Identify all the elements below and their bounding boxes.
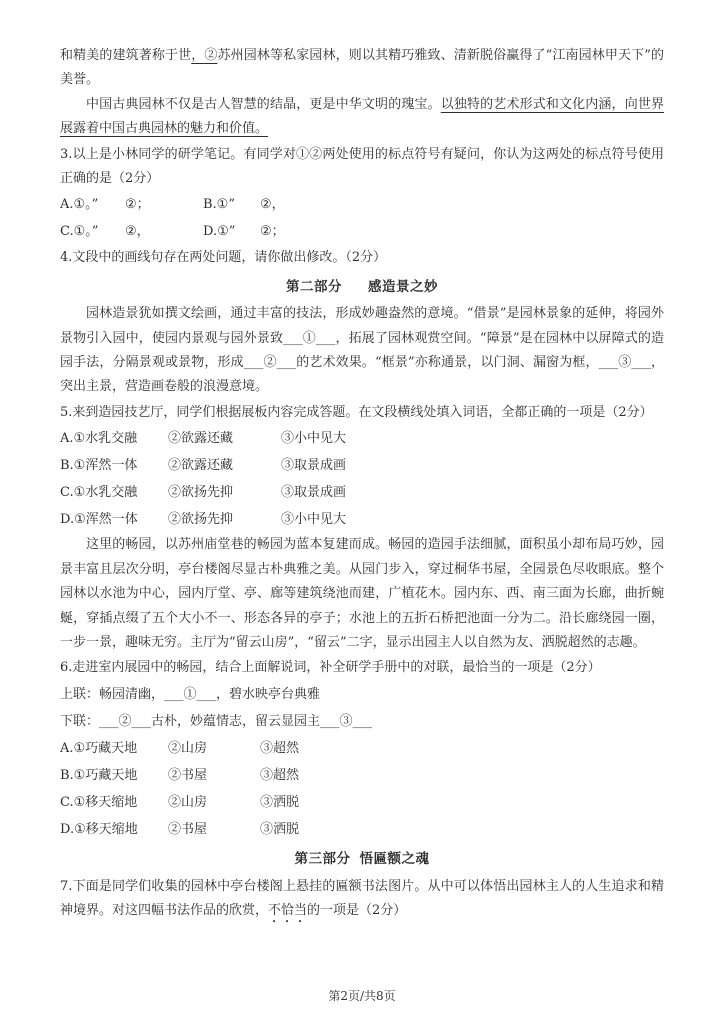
question-6-option-c [60,789,664,816]
question-6-stem: 6.走进室内展园中的畅园，结合上面解说词，补全研学手册中的对联，最恰当的一项是（2分） [60,660,601,676]
page-number-indicator: 第2页/共8页 [328,989,396,1003]
part-3-heading [60,847,664,871]
question-3-options-row-2 [60,218,664,245]
q6-b-blank1: B.①巧藏天地 [60,768,138,784]
question-6-option-b [60,762,664,789]
q6-d-blank2: ②书屋 [168,822,208,838]
page-content [60,44,664,926]
q6-d-blank3: ③洒脱 [260,822,300,838]
q6-c-blank2: ②山房 [168,795,208,811]
question-5-option-d [60,506,664,533]
q6-a-blank2: ②山房 [168,741,208,757]
question-6-option-a [60,735,664,762]
q5-a-blank3: ③小中见大 [281,431,347,447]
changyuan-paragraph: 这里的畅园，以苏州庙堂巷的畅园为蓝本复建而成。畅园的造园手法细腻，面积虽小却布局巧妙，园景丰富且层次分明，亭台楼阁尽显古朴典雅之美。从园门步入，穿过桐华书屋，全园景色尽收眼底。整个园林以水池为中心，园内厅堂、亭、廊等建筑绕池而建，广植花木。园内东、西、南三面为长廊，曲折蜿蜒，穿插点缀了五个大小不一、形态各异的亭子；水池上的五折石桥把池面一分为二。沿长廊绕园一圈，一步一景，趣味无穷。主厅为“留云山房”，“留云”二字，显示出园主人以自然为友、洒脱超然的志趣。 [60,537,664,650]
q6-b-blank2: ②书屋 [168,768,208,784]
q6-c-blank1: C.①移天缩地 [60,795,138,811]
q5-a-blank2: ②欲露还藏 [168,431,234,447]
part-3-label: 第三部分 [294,851,351,868]
question-5-stem: 5.来到造园技艺厅，同学们根据展板内容完成答题。在文段横线处填入词语，全都正确的一项是（2分） [60,404,653,420]
part-2-label: 第二部分 [286,278,342,295]
q3-option-d-part2: ②； [260,224,285,240]
q5-c-blank3: ③取景成画 [281,485,347,501]
q3-option-a-part2: ②； [125,197,150,213]
q7-emphasized-phrase: 不恰当 [268,902,308,918]
notes-p1-pre: 和精美的建筑著称于世 [60,48,192,63]
question-5-option-b [60,452,664,479]
notes-p2-underlined-sentence: 以独特的艺术形式和文化内涵，向世界展露着中国古典园林的魅力和价值。 [60,96,664,137]
question-4-stem: 4.文段中的画线句存在两处问题，请你做出修改。（2分） [60,250,387,266]
q3-option-c-part2: ②， [125,224,150,240]
q6-d-blank1: D.①移天缩地 [60,822,138,838]
q3-option-b: B.①” [203,197,235,213]
question-3-options-row-1 [60,191,664,218]
q3-option-b-part2: ②， [260,197,285,213]
notes-p1-marked-punctuation: ，② [191,48,218,63]
part-2-title: 感造景之妙 [368,278,438,295]
q6-b-blank3: ③超然 [260,768,300,784]
notes-p1-post: 苏州园林等私家园林，则以其精巧雅致、清新脱俗赢得了“江南园林甲天下”的美誉。 [60,48,664,88]
question-3-stem: 3.以上是小林同学的研学笔记。有同学对①②两处使用的标点符号有疑问，你认为这两处的标点符号使用正确的是（2分） [60,146,664,187]
q7-stem-post: 的一项是（2分） [307,902,407,918]
q5-a-blank1: A.①水乳交融 [60,431,138,447]
q5-c-blank1: C.①水乳交融 [60,485,138,501]
notes-paragraph-1 [60,44,664,93]
part-3-title: 悟匾额之魂 [359,851,430,868]
question-5-option-c [60,479,664,506]
question-7-stem [60,875,664,926]
part-2-heading [60,275,664,299]
question-6-lower-couplet: 下联：___②___古朴，妙蕴情志，留云显园主___③___ [60,713,373,729]
notes-p2-pre: 中国古典园林不仅是古人智慧的结晶，更是中华文明的瑰宝。 [86,96,441,112]
q7-stem-pre: 7.下面是同学们收集的园林中亭台楼阁上悬挂的匾额书法图片。从中可以体悟出园林主人的人生追求和精神境界。对这四幅书法作品的欣赏， [60,878,664,918]
q3-option-a: A.①。” [60,197,99,213]
q5-b-blank2: ②欲露还藏 [168,458,234,474]
q5-c-blank2: ②欲扬先抑 [168,485,234,501]
q6-c-blank3: ③洒脱 [260,795,300,811]
q5-d-blank1: D.①浑然一体 [60,512,138,528]
q3-option-c: C.①。” [60,224,99,240]
question-6-upper-couplet: 上联：畅园清幽，___①___，碧水映亭台典雅 [60,686,321,702]
notes-paragraph-2 [60,93,664,142]
q5-b-blank1: B.①浑然一体 [60,458,138,474]
q5-d-blank3: ③小中见大 [281,512,347,528]
question-5-option-a [60,425,664,452]
q3-option-d: D.①” [203,224,236,240]
q6-a-blank3: ③超然 [260,741,300,757]
q5-d-blank2: ②欲扬先抑 [168,512,234,528]
q6-a-blank1: A.①巧藏天地 [60,741,138,757]
question-6-option-d [60,816,664,843]
garden-techniques-paragraph: 园林造景犹如撰文绘画，通过丰富的技法，形成妙趣盎然的意境。“借景”是园林景象的延伸，将园外景物引入园中，使园内景观与园外景致___①___，拓展了园林观赏空间。“障景”是在园林中以屏障式的造园手法，分隔景观或景物，形成___②___的艺术效果。“框景”亦称通景，以门洞、漏窗为框，___③___，突出主景，营造画卷般的浪漫意境。 [60,306,664,395]
q5-b-blank3: ③取景成画 [281,458,347,474]
